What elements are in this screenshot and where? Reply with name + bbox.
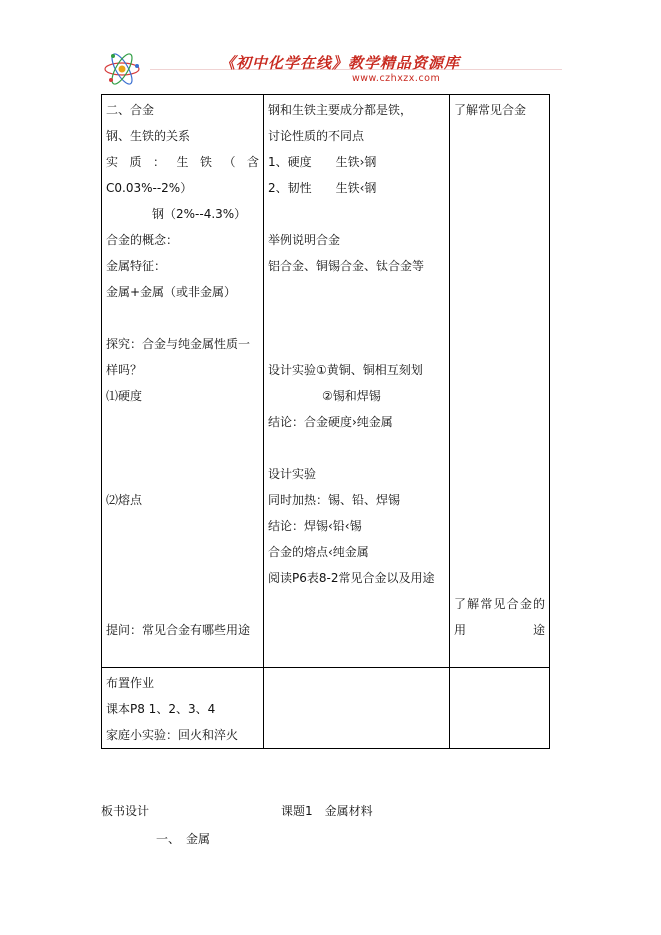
intro-line-2: 讨论性质的不同点 — [268, 129, 365, 143]
goal-cell — [450, 95, 550, 668]
design-experiment-1: 设计实验①黄铜、铜相互刻划 — [268, 363, 423, 377]
melting-compare: 合金的熔点‹纯金属 — [268, 545, 369, 559]
design-experiment-1b: ②锡和焊锡 — [322, 389, 381, 403]
example-title: 举例说明合金 — [268, 233, 341, 247]
reading-task: 阅读P6表8-2常见合金以及用途 — [268, 571, 435, 585]
table-row — [102, 95, 550, 668]
section-heading: 二、合金 — [106, 103, 155, 117]
lesson-table — [101, 94, 550, 749]
home-experiment: 家庭小实验：回火和淬火 — [106, 728, 239, 742]
toughness-compare: 2、韧性 生铁‹钢 — [268, 181, 377, 195]
conclusion-2: 结论：焊锡‹铅‹锡 — [268, 519, 362, 533]
intro-line-1: 钢和生铁主要成分都是铁， — [268, 103, 413, 117]
hardness-compare: 1、硬度 生铁›钢 — [268, 155, 377, 169]
board-item: 一、 金属 — [156, 832, 211, 846]
empty-cell — [450, 668, 550, 749]
board-topic: 课题1 金属材料 — [281, 804, 373, 818]
design-experiment-2: 设计实验 — [268, 467, 317, 481]
alloy-concept: 合金的概念： — [106, 233, 179, 247]
banner-url: www.czhxzx.com — [352, 73, 441, 84]
header-banner — [100, 47, 562, 93]
metal-plus-metal: 金属+金属（或非金属） — [106, 285, 237, 299]
metal-feature: 金属特征： — [106, 259, 167, 273]
question-text: 提问：常见合金有哪些用途 — [106, 623, 251, 637]
table-row — [102, 668, 550, 749]
essence-continued: C0.03%--2%） — [106, 181, 193, 195]
hardness-item: ⑴硬度 — [106, 389, 143, 403]
essence-label: 实质：生铁（含 — [106, 155, 259, 169]
steel-range: 钢（2%--4.3%） — [152, 207, 247, 221]
melting-item: ⑵熔点 — [106, 493, 143, 507]
homework-title: 布置作业 — [106, 676, 155, 690]
conclusion-1: 结论：合金硬度›纯金属 — [268, 415, 393, 429]
atom-logo-icon — [102, 49, 142, 89]
empty-cell — [264, 668, 450, 749]
goal-2: 了解常见合金的用途 — [454, 597, 545, 637]
example-list: 铝合金、铜锡合金、钛合金等 — [268, 259, 425, 273]
activity-cell — [264, 95, 450, 668]
explore-question: 探究：合金与纯金属性质一样吗？ — [106, 337, 251, 377]
banner-title: 《初中化学在线》教学精品资源库 — [220, 54, 461, 72]
relation-text: 钢、生铁的关系 — [106, 129, 191, 143]
heat-experiment: 同时加热：锡、铅、焊锡 — [268, 493, 401, 507]
homework-cell — [102, 668, 264, 749]
homework-book: 课本P8 1、2、3、4 — [106, 702, 216, 716]
goal-1: 了解常见合金 — [454, 103, 527, 117]
content-cell — [102, 95, 264, 668]
board-design-label: 板书设计 — [101, 804, 150, 818]
